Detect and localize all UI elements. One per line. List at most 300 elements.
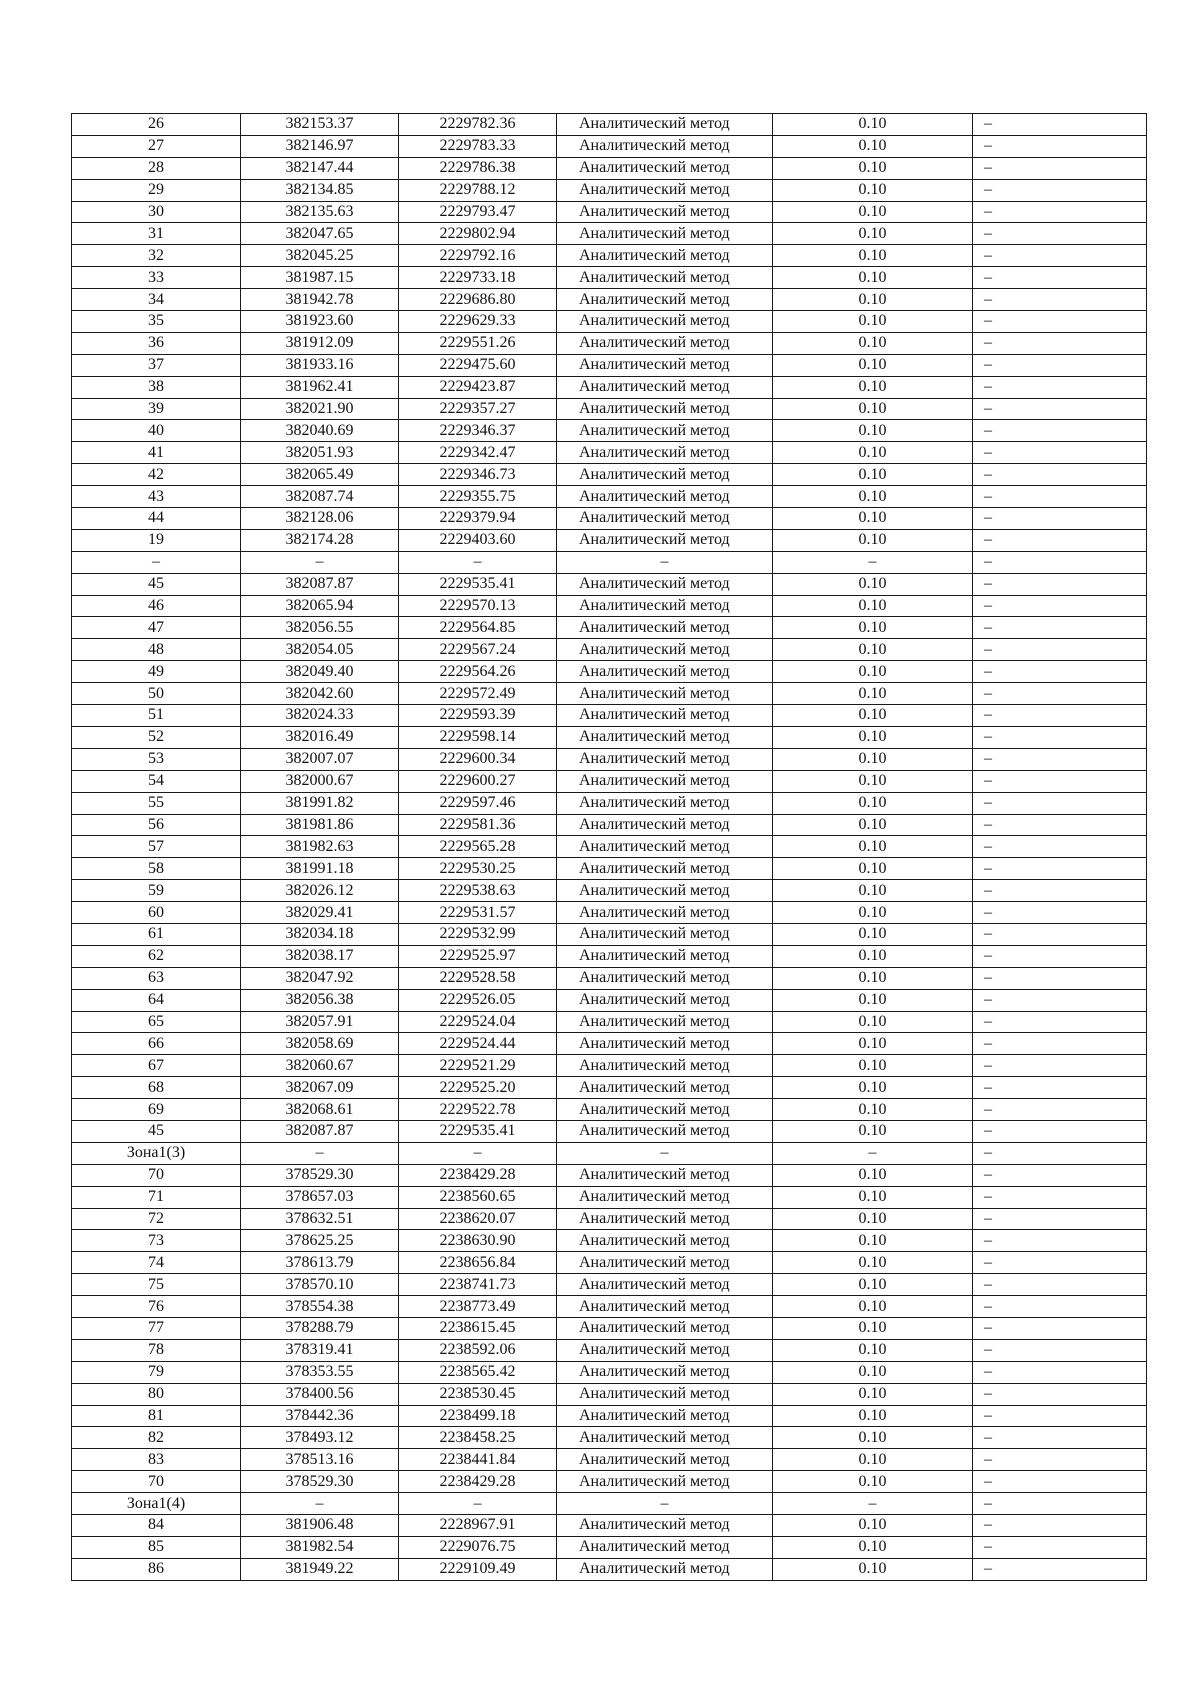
y-coordinate-cell: 2229076.75 <box>399 1536 557 1558</box>
y-coordinate-cell: 2238656.84 <box>399 1252 557 1274</box>
accuracy-cell: 0.10 <box>773 1274 973 1296</box>
method-cell: Аналитический метод <box>557 1077 773 1099</box>
table-row <box>72 617 1147 639</box>
point-number-cell: 80 <box>72 1383 241 1405</box>
x-coordinate-cell: 381991.82 <box>241 792 399 814</box>
method-cell: Аналитический метод <box>557 1099 773 1121</box>
y-coordinate-cell: 2229521.29 <box>399 1055 557 1077</box>
accuracy-cell: – <box>773 1142 973 1164</box>
note-cell: – <box>973 1252 1147 1274</box>
table-row <box>72 135 1147 157</box>
y-coordinate-cell: 2229564.26 <box>399 661 557 683</box>
accuracy-cell: 0.10 <box>773 902 973 924</box>
note-cell: – <box>973 1208 1147 1230</box>
note-cell: – <box>973 748 1147 770</box>
table-row <box>72 1120 1147 1142</box>
table-row <box>72 814 1147 836</box>
x-coordinate-cell: 381987.15 <box>241 267 399 289</box>
note-cell: – <box>973 376 1147 398</box>
point-number-cell: 45 <box>72 573 241 595</box>
y-coordinate-cell: 2229581.36 <box>399 814 557 836</box>
point-number-cell: 27 <box>72 135 241 157</box>
table-row <box>72 1405 1147 1427</box>
accuracy-cell: 0.10 <box>773 1427 973 1449</box>
y-coordinate-cell: 2238565.42 <box>399 1361 557 1383</box>
point-number-cell: 67 <box>72 1055 241 1077</box>
accuracy-cell: 0.10 <box>773 179 973 201</box>
method-cell: Аналитический метод <box>557 858 773 880</box>
y-coordinate-cell: 2229355.75 <box>399 486 557 508</box>
x-coordinate-cell: 378529.30 <box>241 1164 399 1186</box>
method-cell: Аналитический метод <box>557 1186 773 1208</box>
method-cell: Аналитический метод <box>557 726 773 748</box>
method-cell: Аналитический метод <box>557 1515 773 1537</box>
table-row <box>72 464 1147 486</box>
y-coordinate-cell: 2238630.90 <box>399 1230 557 1252</box>
x-coordinate-cell: 382024.33 <box>241 705 399 727</box>
table-row <box>72 1339 1147 1361</box>
table-row <box>72 420 1147 442</box>
note-cell: – <box>973 223 1147 245</box>
table-row <box>72 1493 1147 1515</box>
note-cell: – <box>973 1317 1147 1339</box>
accuracy-cell: 0.10 <box>773 289 973 311</box>
method-cell: Аналитический метод <box>557 1033 773 1055</box>
point-number-cell: 86 <box>72 1558 241 1580</box>
accuracy-cell: 0.10 <box>773 1055 973 1077</box>
x-coordinate-cell: 378632.51 <box>241 1208 399 1230</box>
point-number-cell: 77 <box>72 1317 241 1339</box>
table-row <box>72 945 1147 967</box>
y-coordinate-cell: – <box>399 1493 557 1515</box>
point-number-cell: 70 <box>72 1164 241 1186</box>
x-coordinate-cell: 382134.85 <box>241 179 399 201</box>
coordinates-table-body <box>72 114 1147 1581</box>
y-coordinate-cell: 2229346.37 <box>399 420 557 442</box>
table-row <box>72 1427 1147 1449</box>
accuracy-cell: 0.10 <box>773 1296 973 1318</box>
x-coordinate-cell: 382065.94 <box>241 595 399 617</box>
table-row <box>72 1208 1147 1230</box>
accuracy-cell: 0.10 <box>773 157 973 179</box>
table-row <box>72 1055 1147 1077</box>
method-cell: Аналитический метод <box>557 529 773 551</box>
table-row <box>72 376 1147 398</box>
note-cell: – <box>973 1536 1147 1558</box>
note-cell: – <box>973 902 1147 924</box>
method-cell: Аналитический метод <box>557 1361 773 1383</box>
y-coordinate-cell: 2238499.18 <box>399 1405 557 1427</box>
note-cell: – <box>973 1230 1147 1252</box>
accuracy-cell: 0.10 <box>773 661 973 683</box>
method-cell: Аналитический метод <box>557 595 773 617</box>
x-coordinate-cell: 382147.44 <box>241 157 399 179</box>
note-cell: – <box>973 1033 1147 1055</box>
accuracy-cell: 0.10 <box>773 792 973 814</box>
accuracy-cell: 0.10 <box>773 1033 973 1055</box>
accuracy-cell: 0.10 <box>773 486 973 508</box>
table-row <box>72 1558 1147 1580</box>
coordinates-table <box>71 113 1147 1581</box>
method-cell: Аналитический метод <box>557 442 773 464</box>
x-coordinate-cell: 382146.97 <box>241 135 399 157</box>
y-coordinate-cell: 2229109.49 <box>399 1558 557 1580</box>
note-cell: – <box>973 880 1147 902</box>
point-number-cell: 85 <box>72 1536 241 1558</box>
table-row <box>72 201 1147 223</box>
note-cell: – <box>973 529 1147 551</box>
note-cell: – <box>973 1120 1147 1142</box>
point-number-cell: 34 <box>72 289 241 311</box>
table-row <box>72 1471 1147 1493</box>
note-cell: – <box>973 289 1147 311</box>
note-cell: – <box>973 1515 1147 1537</box>
accuracy-cell: 0.10 <box>773 1011 973 1033</box>
y-coordinate-cell: 2229629.33 <box>399 311 557 333</box>
accuracy-cell: 0.10 <box>773 508 973 530</box>
x-coordinate-cell: 382087.87 <box>241 573 399 595</box>
accuracy-cell: 0.10 <box>773 1361 973 1383</box>
accuracy-cell: 0.10 <box>773 201 973 223</box>
y-coordinate-cell: 2238458.25 <box>399 1427 557 1449</box>
method-cell: Аналитический метод <box>557 508 773 530</box>
accuracy-cell: 0.10 <box>773 595 973 617</box>
point-number-cell: 60 <box>72 902 241 924</box>
accuracy-cell: 0.10 <box>773 354 973 376</box>
note-cell: – <box>973 442 1147 464</box>
x-coordinate-cell: 382056.38 <box>241 989 399 1011</box>
method-cell: Аналитический метод <box>557 332 773 354</box>
note-cell: – <box>973 705 1147 727</box>
accuracy-cell: 0.10 <box>773 529 973 551</box>
table-row <box>72 902 1147 924</box>
y-coordinate-cell: 2238741.73 <box>399 1274 557 1296</box>
method-cell: Аналитический метод <box>557 1383 773 1405</box>
table-row <box>72 989 1147 1011</box>
point-number-cell: 57 <box>72 836 241 858</box>
x-coordinate-cell: 378493.12 <box>241 1427 399 1449</box>
accuracy-cell: 0.10 <box>773 442 973 464</box>
y-coordinate-cell: 2229535.41 <box>399 573 557 595</box>
y-coordinate-cell: 2229531.57 <box>399 902 557 924</box>
note-cell: – <box>973 1077 1147 1099</box>
note-cell: – <box>973 726 1147 748</box>
method-cell: Аналитический метод <box>557 967 773 989</box>
method-cell: Аналитический метод <box>557 989 773 1011</box>
accuracy-cell: 0.10 <box>773 420 973 442</box>
note-cell: – <box>973 157 1147 179</box>
x-coordinate-cell: – <box>241 1493 399 1515</box>
point-number-cell: 28 <box>72 157 241 179</box>
x-coordinate-cell: 382047.92 <box>241 967 399 989</box>
y-coordinate-cell: 2229357.27 <box>399 398 557 420</box>
note-cell: – <box>973 464 1147 486</box>
note-cell: – <box>973 770 1147 792</box>
point-number-cell: 29 <box>72 179 241 201</box>
point-number-cell: 26 <box>72 114 241 136</box>
method-cell: – <box>557 1142 773 1164</box>
accuracy-cell: 0.10 <box>773 1515 973 1537</box>
x-coordinate-cell: 382128.06 <box>241 508 399 530</box>
method-cell: Аналитический метод <box>557 1120 773 1142</box>
accuracy-cell: 0.10 <box>773 398 973 420</box>
y-coordinate-cell: 2229538.63 <box>399 880 557 902</box>
y-coordinate-cell: 2229530.25 <box>399 858 557 880</box>
note-cell: – <box>973 1274 1147 1296</box>
note-cell: – <box>973 1142 1147 1164</box>
y-coordinate-cell: 2238441.84 <box>399 1449 557 1471</box>
x-coordinate-cell: 378442.36 <box>241 1405 399 1427</box>
x-coordinate-cell: 381949.22 <box>241 1558 399 1580</box>
y-coordinate-cell: 2238620.07 <box>399 1208 557 1230</box>
x-coordinate-cell: 382045.25 <box>241 245 399 267</box>
accuracy-cell: 0.10 <box>773 114 973 136</box>
point-number-cell: 73 <box>72 1230 241 1252</box>
accuracy-cell: 0.10 <box>773 1208 973 1230</box>
x-coordinate-cell: 382135.63 <box>241 201 399 223</box>
table-row <box>72 967 1147 989</box>
method-cell: Аналитический метод <box>557 245 773 267</box>
x-coordinate-cell: 382040.69 <box>241 420 399 442</box>
note-cell: – <box>973 1449 1147 1471</box>
accuracy-cell: 0.10 <box>773 1186 973 1208</box>
y-coordinate-cell: 2229782.36 <box>399 114 557 136</box>
accuracy-cell: 0.10 <box>773 1230 973 1252</box>
method-cell: Аналитический метод <box>557 902 773 924</box>
accuracy-cell: 0.10 <box>773 135 973 157</box>
x-coordinate-cell: 378529.30 <box>241 1471 399 1493</box>
note-cell: – <box>973 1427 1147 1449</box>
table-row <box>72 705 1147 727</box>
note-cell: – <box>973 573 1147 595</box>
y-coordinate-cell: – <box>399 551 557 573</box>
table-row <box>72 923 1147 945</box>
note-cell: – <box>973 1055 1147 1077</box>
table-row <box>72 223 1147 245</box>
method-cell: Аналитический метод <box>557 1536 773 1558</box>
y-coordinate-cell: 2229802.94 <box>399 223 557 245</box>
table-row <box>72 661 1147 683</box>
y-coordinate-cell: 2229379.94 <box>399 508 557 530</box>
note-cell: – <box>973 135 1147 157</box>
y-coordinate-cell: 2229733.18 <box>399 267 557 289</box>
table-row <box>72 1230 1147 1252</box>
y-coordinate-cell: 2229342.47 <box>399 442 557 464</box>
point-number-cell: 19 <box>72 529 241 551</box>
accuracy-cell: 0.10 <box>773 573 973 595</box>
table-row <box>72 1033 1147 1055</box>
accuracy-cell: 0.10 <box>773 1339 973 1361</box>
x-coordinate-cell: 382049.40 <box>241 661 399 683</box>
x-coordinate-cell: 381991.18 <box>241 858 399 880</box>
note-cell: – <box>973 617 1147 639</box>
table-row <box>72 1186 1147 1208</box>
y-coordinate-cell: 2229522.78 <box>399 1099 557 1121</box>
note-cell: – <box>973 967 1147 989</box>
method-cell: Аналитический метод <box>557 311 773 333</box>
y-coordinate-cell: 2229524.44 <box>399 1033 557 1055</box>
method-cell: Аналитический метод <box>557 201 773 223</box>
point-number-cell: 37 <box>72 354 241 376</box>
note-cell: – <box>973 1361 1147 1383</box>
x-coordinate-cell: 378570.10 <box>241 1274 399 1296</box>
table-row <box>72 1383 1147 1405</box>
accuracy-cell: 0.10 <box>773 770 973 792</box>
y-coordinate-cell: 2229532.99 <box>399 923 557 945</box>
method-cell: Аналитический метод <box>557 1296 773 1318</box>
y-coordinate-cell: 2229598.14 <box>399 726 557 748</box>
method-cell: Аналитический метод <box>557 1252 773 1274</box>
table-row <box>72 529 1147 551</box>
table-row <box>72 573 1147 595</box>
accuracy-cell: 0.10 <box>773 1317 973 1339</box>
table-row <box>72 1536 1147 1558</box>
x-coordinate-cell: 381923.60 <box>241 311 399 333</box>
x-coordinate-cell: 382058.69 <box>241 1033 399 1055</box>
note-cell: – <box>973 245 1147 267</box>
method-cell: Аналитический метод <box>557 464 773 486</box>
y-coordinate-cell: 2238615.45 <box>399 1317 557 1339</box>
note-cell: – <box>973 683 1147 705</box>
accuracy-cell: 0.10 <box>773 1120 973 1142</box>
table-row <box>72 1142 1147 1164</box>
point-number-cell: Зона1(4) <box>72 1493 241 1515</box>
table-row <box>72 551 1147 573</box>
accuracy-cell: 0.10 <box>773 332 973 354</box>
x-coordinate-cell: 382038.17 <box>241 945 399 967</box>
note-cell: – <box>973 661 1147 683</box>
x-coordinate-cell: 382047.65 <box>241 223 399 245</box>
x-coordinate-cell: 382054.05 <box>241 639 399 661</box>
x-coordinate-cell: 382042.60 <box>241 683 399 705</box>
table-row <box>72 245 1147 267</box>
note-cell: – <box>973 1405 1147 1427</box>
accuracy-cell: 0.10 <box>773 617 973 639</box>
method-cell: – <box>557 1493 773 1515</box>
point-number-cell: 55 <box>72 792 241 814</box>
accuracy-cell: 0.10 <box>773 836 973 858</box>
note-cell: – <box>973 923 1147 945</box>
x-coordinate-cell: 382068.61 <box>241 1099 399 1121</box>
method-cell: Аналитический метод <box>557 792 773 814</box>
point-number-cell: 33 <box>72 267 241 289</box>
note-cell: – <box>973 354 1147 376</box>
table-row <box>72 858 1147 880</box>
x-coordinate-cell: 382029.41 <box>241 902 399 924</box>
table-row <box>72 1099 1147 1121</box>
x-coordinate-cell: 381982.63 <box>241 836 399 858</box>
y-coordinate-cell: 2238429.28 <box>399 1164 557 1186</box>
y-coordinate-cell: 2229570.13 <box>399 595 557 617</box>
note-cell: – <box>973 1493 1147 1515</box>
table-row <box>72 267 1147 289</box>
method-cell: – <box>557 551 773 573</box>
note-cell: – <box>973 814 1147 836</box>
accuracy-cell: 0.10 <box>773 245 973 267</box>
accuracy-cell: 0.10 <box>773 267 973 289</box>
accuracy-cell: 0.10 <box>773 311 973 333</box>
point-number-cell: 50 <box>72 683 241 705</box>
x-coordinate-cell: 378288.79 <box>241 1317 399 1339</box>
method-cell: Аналитический метод <box>557 114 773 136</box>
note-cell: – <box>973 989 1147 1011</box>
y-coordinate-cell: 2229551.26 <box>399 332 557 354</box>
accuracy-cell: 0.10 <box>773 748 973 770</box>
accuracy-cell: 0.10 <box>773 1164 973 1186</box>
table-row <box>72 639 1147 661</box>
point-number-cell: – <box>72 551 241 573</box>
x-coordinate-cell: 378613.79 <box>241 1252 399 1274</box>
x-coordinate-cell: 382016.49 <box>241 726 399 748</box>
accuracy-cell: 0.10 <box>773 1252 973 1274</box>
note-cell: – <box>973 1339 1147 1361</box>
note-cell: – <box>973 267 1147 289</box>
method-cell: Аналитический метод <box>557 836 773 858</box>
x-coordinate-cell: 378513.16 <box>241 1449 399 1471</box>
note-cell: – <box>973 332 1147 354</box>
note-cell: – <box>973 551 1147 573</box>
x-coordinate-cell: 378625.25 <box>241 1230 399 1252</box>
x-coordinate-cell: 382051.93 <box>241 442 399 464</box>
y-coordinate-cell: 2229686.80 <box>399 289 557 311</box>
table-row <box>72 179 1147 201</box>
y-coordinate-cell: – <box>399 1142 557 1164</box>
table-row <box>72 1164 1147 1186</box>
table-row <box>72 748 1147 770</box>
table-row <box>72 1252 1147 1274</box>
point-number-cell: 43 <box>72 486 241 508</box>
table-row <box>72 508 1147 530</box>
method-cell: Аналитический метод <box>557 748 773 770</box>
x-coordinate-cell: 378400.56 <box>241 1383 399 1405</box>
accuracy-cell: 0.10 <box>773 683 973 705</box>
table-row <box>72 289 1147 311</box>
y-coordinate-cell: 2229526.05 <box>399 989 557 1011</box>
point-number-cell: 46 <box>72 595 241 617</box>
point-number-cell: 82 <box>72 1427 241 1449</box>
method-cell: Аналитический метод <box>557 639 773 661</box>
y-coordinate-cell: 2238560.65 <box>399 1186 557 1208</box>
method-cell: Аналитический метод <box>557 661 773 683</box>
point-number-cell: 59 <box>72 880 241 902</box>
point-number-cell: 36 <box>72 332 241 354</box>
method-cell: Аналитический метод <box>557 1405 773 1427</box>
method-cell: Аналитический метод <box>557 1055 773 1077</box>
accuracy-cell: 0.10 <box>773 1405 973 1427</box>
method-cell: Аналитический метод <box>557 814 773 836</box>
point-number-cell: 74 <box>72 1252 241 1274</box>
method-cell: Аналитический метод <box>557 1449 773 1471</box>
point-number-cell: Зона1(3) <box>72 1142 241 1164</box>
table-row <box>72 1317 1147 1339</box>
table-row <box>72 836 1147 858</box>
accuracy-cell: 0.10 <box>773 858 973 880</box>
x-coordinate-cell: 382174.28 <box>241 529 399 551</box>
table-row <box>72 1515 1147 1537</box>
accuracy-cell: 0.10 <box>773 1449 973 1471</box>
accuracy-cell: 0.10 <box>773 639 973 661</box>
note-cell: – <box>973 486 1147 508</box>
method-cell: Аналитический метод <box>557 223 773 245</box>
note-cell: – <box>973 792 1147 814</box>
point-number-cell: 71 <box>72 1186 241 1208</box>
y-coordinate-cell: 2229600.27 <box>399 770 557 792</box>
note-cell: – <box>973 420 1147 442</box>
method-cell: Аналитический метод <box>557 1230 773 1252</box>
note-cell: – <box>973 311 1147 333</box>
method-cell: Аналитический метод <box>557 354 773 376</box>
point-number-cell: 81 <box>72 1405 241 1427</box>
